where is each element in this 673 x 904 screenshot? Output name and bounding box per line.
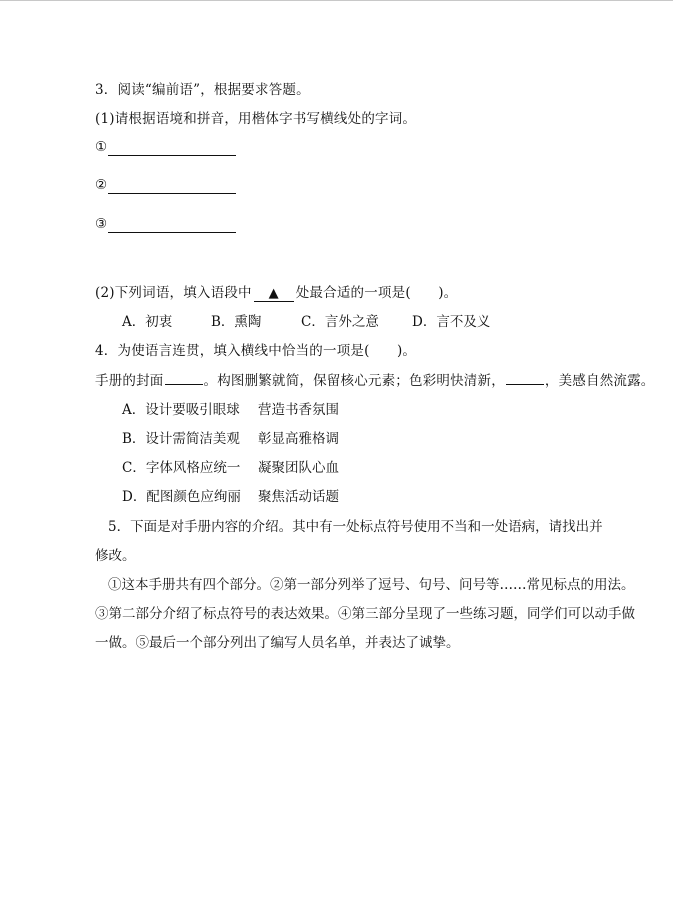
q3-part1-prompt: (1)请根据语境和拼音，用楷体字书写横线处的字词。 — [95, 111, 417, 127]
answer-underline — [108, 141, 236, 156]
q3-blank-1 — [95, 138, 236, 156]
q4-choice-b — [122, 430, 339, 448]
q5-paragraph-line2: ③第二部分介绍了标点符号的表达效果。④第三部分呈现了一些练习题，同学们可以动手做 — [95, 606, 635, 622]
option-text: 初衷 — [145, 314, 173, 330]
q5-paragraph-line3: 一做。⑤最后一个部分列出了编写人员名单，并表达了诚挚。 — [95, 635, 460, 651]
choice-second: 彰显高雅格调 — [258, 431, 339, 447]
stem-text: 手册的封面 — [95, 373, 164, 389]
stem-blank-1 — [165, 371, 203, 385]
blank-number: ② — [95, 177, 108, 193]
q3-option-c — [301, 313, 379, 331]
option-text: 熏陶 — [234, 314, 262, 330]
option-letter: B． — [211, 314, 235, 330]
q3-option-a — [122, 313, 172, 331]
q3-part2-prompt — [95, 284, 457, 302]
option-letter: C． — [301, 314, 325, 330]
q3-option-d — [412, 313, 490, 331]
q4-stem — [95, 371, 655, 390]
q4-choice-a — [122, 401, 339, 419]
blank-number: ③ — [95, 216, 108, 232]
triangle-placeholder: ▲ — [254, 286, 294, 302]
stem-text: ，美感自然流露。 — [544, 373, 655, 389]
part2-prefix: (2)下列词语，填入语段中 — [95, 285, 252, 301]
q3-blank-3 — [95, 215, 236, 233]
option-text: 言不及义 — [436, 314, 491, 330]
option-text: 言外之意 — [324, 314, 379, 330]
q3-option-b — [211, 313, 261, 331]
choice-second: 凝聚团队心血 — [258, 460, 339, 476]
option-letter: A． — [122, 314, 146, 330]
choice-second: 营造书香氛围 — [258, 402, 339, 418]
q5-title-line1: 5．下面是对手册内容的介绍。其中有一处标点符号使用不当和一处语病，请找出并 — [108, 519, 603, 535]
q5-paragraph-line1: ①这本手册共有四个部分。②第一部分列举了逗号、句号、问号等……常见标点的用法。 — [108, 577, 635, 593]
q3-blank-2 — [95, 176, 236, 194]
stem-blank-2 — [506, 371, 544, 385]
blank-number: ① — [95, 139, 108, 155]
answer-underline — [108, 179, 236, 194]
q5-title-line2: 修改。 — [95, 548, 136, 564]
part2-suffix: 处最合适的一项是( )。 — [295, 285, 458, 301]
choice-first: B．设计需简洁美观 — [122, 431, 240, 447]
option-letter: D． — [412, 314, 437, 330]
choice-second: 聚焦活动话题 — [258, 489, 339, 505]
choice-first: C．字体风格应统一 — [122, 460, 241, 476]
choice-first: A．设计要吸引眼球 — [122, 402, 240, 418]
q3-title: 3．阅读“编前语”，根据要求答题。 — [95, 82, 310, 98]
stem-text: 。构图删繁就简，保留核心元素；色彩明快清新， — [203, 373, 505, 389]
answer-underline — [108, 218, 236, 233]
q4-choice-c — [122, 459, 339, 477]
q4-title: 4．为使语言连贯，填入横线中恰当的一项是( )。 — [95, 343, 417, 359]
q4-choice-d — [122, 488, 339, 506]
choice-first: D．配图颜色应绚丽 — [122, 489, 241, 505]
